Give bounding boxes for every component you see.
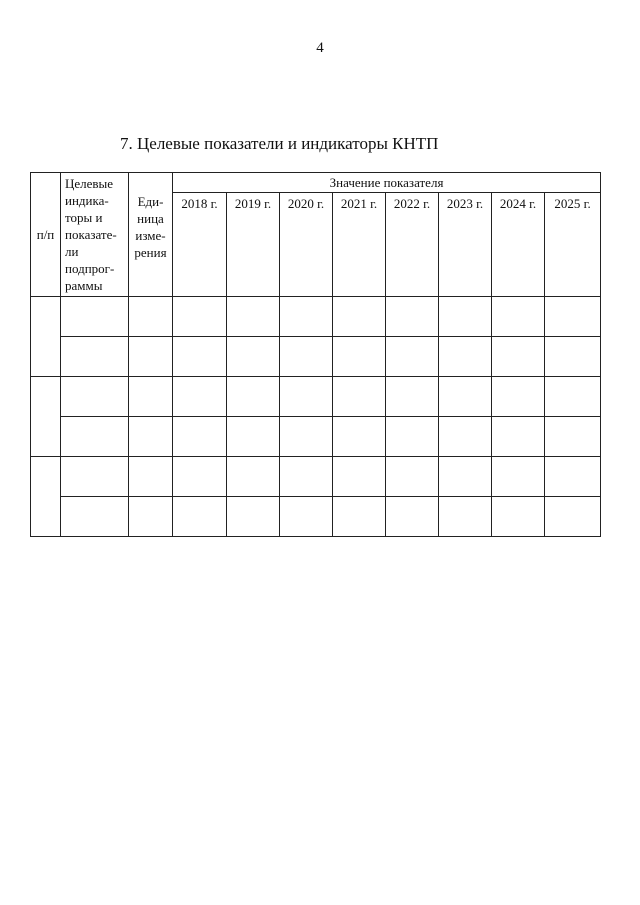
indicator-header-line: подпрог- bbox=[65, 261, 115, 276]
table-cell bbox=[61, 297, 129, 337]
table-cell bbox=[439, 457, 492, 497]
unit-header-line: ница bbox=[137, 211, 164, 226]
table-cell bbox=[280, 297, 333, 337]
year-header: 2018 г. bbox=[173, 193, 227, 297]
table-cell bbox=[386, 297, 439, 337]
table-cell bbox=[280, 457, 333, 497]
table-row bbox=[31, 297, 601, 337]
table-cell bbox=[333, 417, 386, 457]
table-cell bbox=[492, 337, 545, 377]
table-cell bbox=[439, 297, 492, 337]
table-cell bbox=[129, 337, 173, 377]
table-row bbox=[31, 497, 601, 537]
table-cell bbox=[173, 377, 227, 417]
year-header: 2022 г. bbox=[386, 193, 439, 297]
table-cell bbox=[386, 457, 439, 497]
column-unit-header bbox=[129, 173, 173, 297]
row-number-cell bbox=[31, 457, 61, 537]
indicator-header-line: индика- bbox=[65, 193, 109, 208]
table-cell bbox=[333, 377, 386, 417]
table-cell bbox=[333, 337, 386, 377]
table-cell bbox=[439, 337, 492, 377]
table-cell bbox=[386, 497, 439, 537]
indicator-header-line: Целевые bbox=[65, 176, 114, 191]
year-header: 2020 г. bbox=[280, 193, 333, 297]
table-cell bbox=[129, 457, 173, 497]
year-header: 2021 г. bbox=[333, 193, 386, 297]
unit-header-line: изме- bbox=[135, 228, 166, 243]
table-cell bbox=[492, 497, 545, 537]
table-cell bbox=[492, 457, 545, 497]
table-cell bbox=[129, 297, 173, 337]
year-header: 2019 г. bbox=[227, 193, 280, 297]
indicator-header-line: показате- bbox=[65, 227, 117, 242]
table-cell bbox=[386, 417, 439, 457]
table-cell bbox=[61, 377, 129, 417]
column-value-header: Значение показателя bbox=[173, 173, 601, 193]
year-header: 2024 г. bbox=[492, 193, 545, 297]
page-number: 4 bbox=[316, 40, 324, 56]
table-cell bbox=[129, 377, 173, 417]
table-cell bbox=[545, 497, 601, 537]
column-number-header: п/п bbox=[31, 173, 61, 297]
table-cell bbox=[129, 417, 173, 457]
table-cell bbox=[227, 337, 280, 377]
table-cell bbox=[545, 457, 601, 497]
section-title: 7. Целевые показатели и индикаторы КНТП bbox=[120, 134, 439, 153]
table-cell bbox=[227, 457, 280, 497]
year-header: 2025 г. bbox=[545, 193, 601, 297]
table-cell bbox=[280, 417, 333, 457]
indicators-table bbox=[30, 172, 601, 537]
table-cell bbox=[333, 497, 386, 537]
table-cell bbox=[173, 497, 227, 537]
table-cell bbox=[61, 497, 129, 537]
column-indicator-header bbox=[61, 173, 129, 297]
table-cell bbox=[545, 297, 601, 337]
table-cell bbox=[492, 377, 545, 417]
indicator-header-line: ли bbox=[65, 244, 79, 259]
table-cell bbox=[227, 377, 280, 417]
header-row-1 bbox=[31, 173, 601, 193]
table-cell bbox=[386, 377, 439, 417]
table-cell bbox=[227, 297, 280, 337]
table-cell bbox=[61, 337, 129, 377]
table-cell bbox=[492, 417, 545, 457]
unit-header-line: рения bbox=[134, 245, 167, 260]
table-row bbox=[31, 457, 601, 497]
table-cell bbox=[333, 297, 386, 337]
table-cell bbox=[280, 497, 333, 537]
year-header: 2023 г. bbox=[439, 193, 492, 297]
row-number-cell bbox=[31, 377, 61, 457]
table-cell bbox=[227, 497, 280, 537]
table-cell bbox=[439, 417, 492, 457]
table-row bbox=[31, 337, 601, 377]
table-cell bbox=[129, 497, 173, 537]
table-row bbox=[31, 417, 601, 457]
table-cell bbox=[61, 457, 129, 497]
table-cell bbox=[61, 417, 129, 457]
table-cell bbox=[492, 297, 545, 337]
indicator-header-line: раммы bbox=[65, 278, 103, 293]
table-cell bbox=[173, 297, 227, 337]
row-number-cell bbox=[31, 297, 61, 377]
table-cell bbox=[386, 337, 439, 377]
indicator-header-line: торы и bbox=[65, 210, 103, 225]
table-cell bbox=[545, 337, 601, 377]
table-cell bbox=[280, 337, 333, 377]
table-cell bbox=[173, 457, 227, 497]
table-cell bbox=[439, 497, 492, 537]
table-cell bbox=[280, 377, 333, 417]
unit-header-line: Еди- bbox=[137, 194, 164, 209]
table-cell bbox=[227, 417, 280, 457]
table-cell bbox=[333, 457, 386, 497]
table-cell bbox=[439, 377, 492, 417]
table-cell bbox=[545, 377, 601, 417]
table-cell bbox=[173, 337, 227, 377]
table-row bbox=[31, 377, 601, 417]
table-cell bbox=[173, 417, 227, 457]
table-cell bbox=[545, 417, 601, 457]
